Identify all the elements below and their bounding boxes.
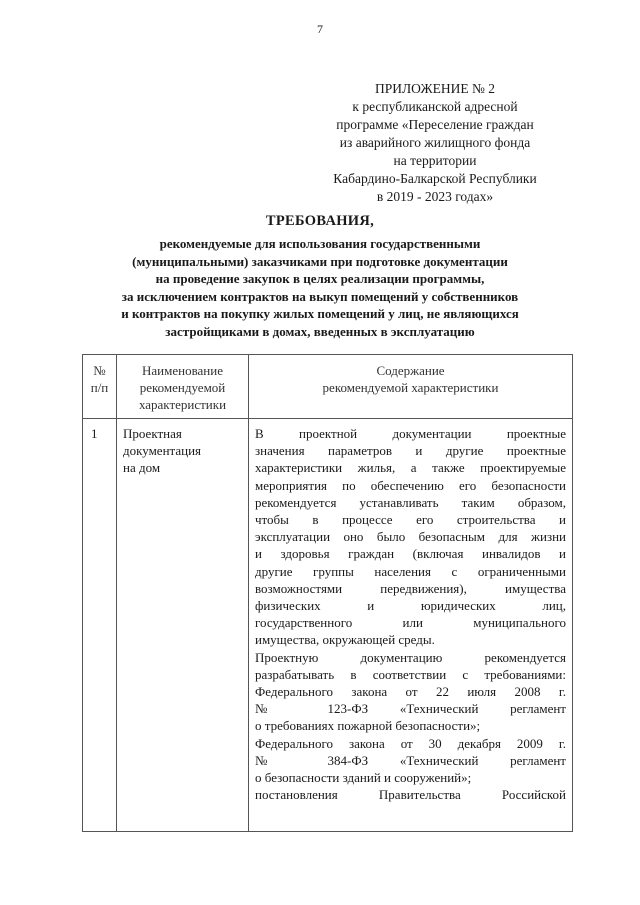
content-line: эксплуатации оно было безопасным для жизни xyxy=(255,529,566,545)
content-line: рекомендуется устанавливать таким образом, xyxy=(255,494,566,510)
appendix-heading xyxy=(305,80,565,206)
content-line: и здоровья граждан (включая инвалидов и xyxy=(255,546,566,562)
subtitle-line: (муниципальными) заказчиками при подготовке документации xyxy=(132,253,508,269)
row-name-line: Проектная xyxy=(123,426,182,441)
content-line: разрабатывать в соответствии с требованиями: xyxy=(255,666,566,682)
content-line: В проектной документации проектные xyxy=(255,426,566,441)
row-name-cell xyxy=(117,419,249,832)
row-name-line: документация xyxy=(123,443,202,459)
subtitle-line: за исключением контрактов на выкуп помещений у собственников xyxy=(121,288,519,304)
header-content-line: рекомендуемой характеристики xyxy=(322,380,499,395)
content-line: № 123-ФЗ «Технический регламент xyxy=(255,701,566,717)
page-number: 7 xyxy=(317,22,323,36)
content-line: физических и юридических лиц, xyxy=(255,598,566,614)
header-name-line: характеристики xyxy=(138,397,227,412)
content-line: возможностями передвижения), имущества xyxy=(255,580,566,596)
content-line: другие группы населения с ограниченными xyxy=(255,563,566,579)
content-line: чтобы в процессе его строительства и xyxy=(255,512,566,528)
content-line: Федерального закона от 22 июля 2008 г. xyxy=(255,684,566,700)
content-line: имущества, окружающей среды. xyxy=(255,632,435,648)
table-header-row xyxy=(83,355,573,419)
content-line: Федерального закона от 30 декабря 2009 г. xyxy=(255,735,566,751)
row-content-cell xyxy=(249,419,573,832)
row-number: 1 xyxy=(91,426,98,441)
header-number xyxy=(83,355,117,419)
header-name-line: Наименование xyxy=(142,363,223,378)
subtitle-line: на проведение закупок в целях реализации программы, xyxy=(155,271,485,286)
header-name xyxy=(117,355,249,419)
content-line: Проектную документацию рекомендуется xyxy=(255,649,566,665)
header-content xyxy=(249,355,573,419)
table-row xyxy=(83,419,573,832)
appendix-line: в 2019 - 2023 годах» xyxy=(376,189,494,204)
header-name-line: рекомендуемой xyxy=(139,380,226,395)
appendix-line: программе «Переселение граждан xyxy=(336,117,534,132)
appendix-line: Кабардино-Балкарской Республики xyxy=(333,171,537,186)
document-subtitle xyxy=(60,235,580,340)
row-number-cell xyxy=(83,419,117,832)
header-number-line: п/п xyxy=(90,380,109,395)
content-line: характеристики жилья, а также проектируемые xyxy=(255,460,566,476)
appendix-line: из аварийного жилищного фонда xyxy=(339,135,531,150)
content-line: о безопасности зданий и сооружений»; xyxy=(255,770,472,786)
document-title: ТРЕБОВАНИЯ, xyxy=(265,213,375,229)
row-content xyxy=(249,419,572,803)
content-line: мероприятия по обеспечению его безопасности xyxy=(255,477,566,493)
content-line: государственного или муниципального xyxy=(255,615,566,631)
content-line: о требованиях пожарной безопасности»; xyxy=(255,718,481,734)
content-line: № 384-ФЗ «Технический регламент xyxy=(255,752,566,768)
row-name-line: на дом xyxy=(123,460,161,476)
content-line: постановления Правительства Российской xyxy=(255,787,566,803)
appendix-line: ПРИЛОЖЕНИЕ № 2 xyxy=(374,81,496,96)
appendix-line: на территории xyxy=(393,153,477,168)
requirements-table xyxy=(82,354,573,832)
header-number-line: № xyxy=(93,363,106,378)
content-line: значения параметров и другие проектные xyxy=(255,443,566,459)
subtitle-line: рекомендуемые для использования государственными xyxy=(159,236,481,251)
header-content-line: Содержание xyxy=(376,363,445,378)
appendix-line: к республиканской адресной xyxy=(352,99,518,114)
subtitle-line: застройщиками в домах, введенных в эксплуатацию xyxy=(165,323,475,339)
subtitle-line: и контрактов на покупку жилых помещений у лиц, не являющихся xyxy=(121,306,519,321)
